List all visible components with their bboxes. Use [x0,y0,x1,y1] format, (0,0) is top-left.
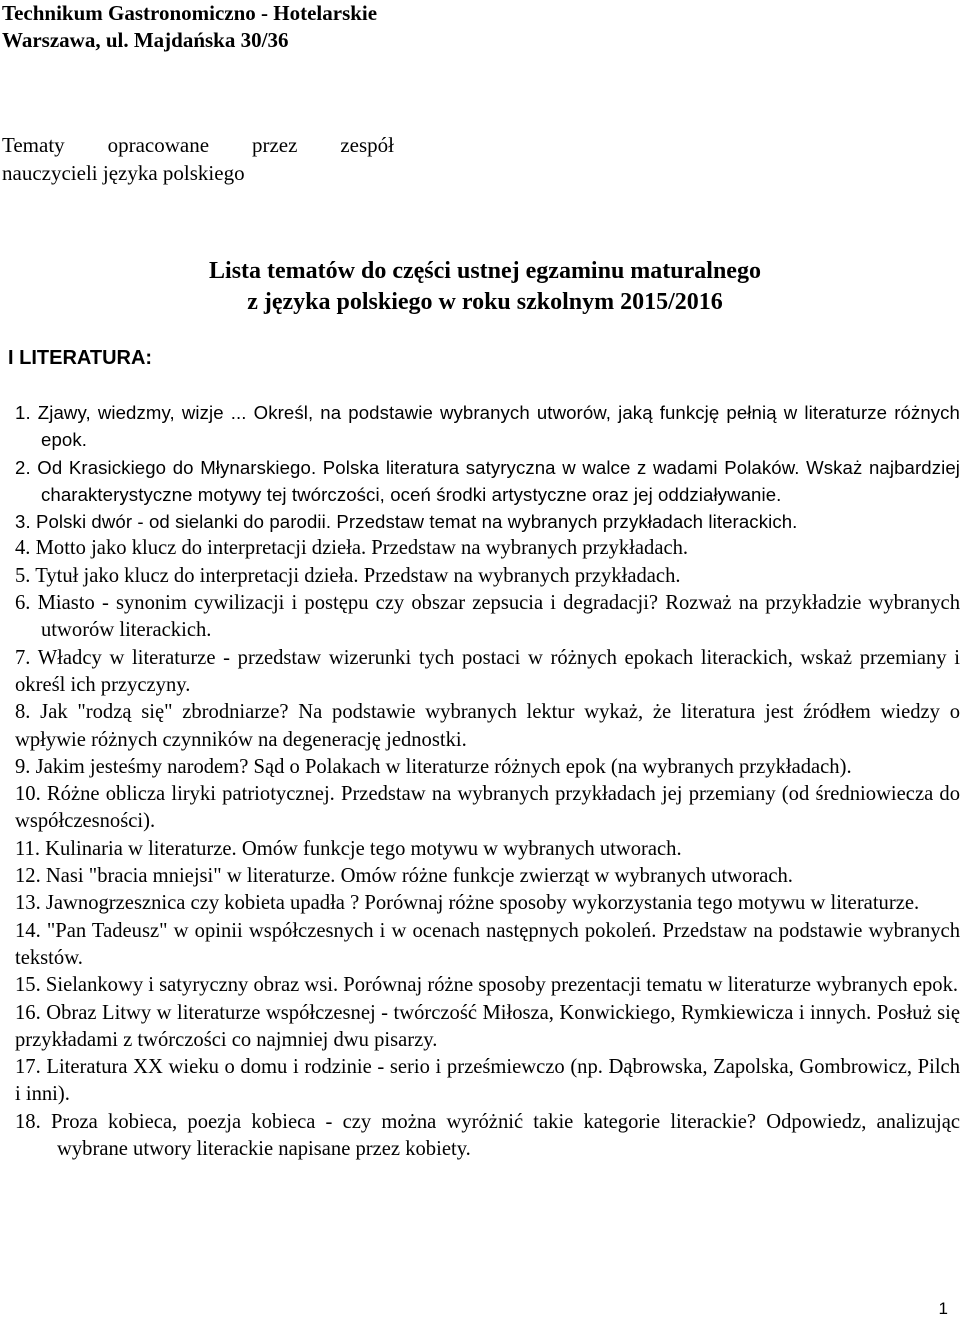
authors-line-1: Tematy opracowane przez zespół [2,133,394,157]
topic-item: 15. Sielankowy i satyryczny obraz wsi. Porównaj różne sposoby prezentacji tematu w literaturze wybranych epok. [15,974,959,997]
section-heading: I LITERATURA: [8,347,153,369]
topic-item: 14. "Pan Tadeusz" w opinii współczesnych i w ocenach następnych pokoleń. Przedstaw na podstawie wybranych tekstów. [15,919,960,969]
school-address: Warszawa, ul. Majdańska 30/36 [2,28,289,52]
document-title [140,256,830,318]
document-title-line-1: Lista tematów do części ustnej egzaminu maturalnego [209,258,761,284]
topic-item: 8. Jak "rodzą się" zbrodniarze? Na podstawie wybranych lektur wykaż, że literatura jest źródłem wiedzy o wpływie różnych czynników na degenerację jednostki. [15,701,960,751]
topic-item: 13. Jawnogrzesznica czy kobieta upadła ? Porównaj różne sposoby wykorzystania tego motywu w literaturze. [15,892,920,915]
topic-item: 1. Zjawy, wiedzmy, wizje ... Określ, na podstawie wybranych utworów, jaką funkcję pełnią w literaturze różnych epok. [15,402,960,451]
topic-item: 4. Motto jako klucz do interpretacji dzieła. Przedstaw na wybranych przykładach. [15,537,689,560]
topic-item: 11. Kulinaria w literaturze. Omów funkcje tego motywu w wybranych utworach. [15,837,682,860]
topic-item: 9. Jakim jesteśmy narodem? Sąd o Polakach w literaturze różnych epok (na wybranych przykładach). [15,755,852,778]
topic-item: 10. Różne oblicza liryki patriotycznej. Przedstaw na wybranych przykładach jej przemiany (od średniowiecza do współczesności). [15,783,960,833]
topic-item: 2. Od Krasickiego do Młynarskiego. Polska literatura satyryczna w walce z wadami Polaków. Wskaż najbardziej charakterystyczne motywy tej twórczości, oceń środki artystyczne oraz jej oddziaływanie. [15,456,960,505]
topic-item: 7. Władcy w literaturze - przedstaw wizerunki tych postaci w różnych epokach literackich, wskaż przemiany i określ ich przyczyny. [15,646,960,696]
authors-note [2,131,394,187]
topic-item: 16. Obraz Litwy w literaturze współczesnej - twórczość Miłosza, Konwickiego, Rymkiewicza i innych. Posłuż się przykładami z twórczości co najmniej dwu pisarzy. [15,1001,960,1051]
topic-item: 6. Miasto - synonim cywilizacji i postępu czy obszar zepsucia i degradacji? Rozważ na przykładzie wybranych utworów literackich. [15,592,960,642]
topic-item: 5. Tytuł jako klucz do interpretacji dzieła. Przedstaw na wybranych przykładach. [15,564,681,587]
school-header [2,0,377,54]
topic-item: 18. Proza kobieca, poezja kobieca - czy można wyróżnić takie kategorie literackie? Odpowiedz, analizując wybrane utwory literackie napisane przez kobiety. [15,1110,960,1161]
topic-item: 12. Nasi "bracia mniejsi" w literaturze. Omów różne funkcje zwierząt w wybranych utworach. [15,865,793,888]
topic-item: 17. Literatura XX wieku o domu i rodzinie - serio i prześmiewczo (np. Dąbrowska, Zapolska, Gombrowicz, Pilch i inni). [15,1056,960,1106]
document-title-line-2: z języka polskiego w roku szkolnym 2015/2016 [247,289,723,315]
page-number: 1 [938,1299,948,1318]
authors-line-2: nauczycieli języka polskiego [2,161,245,185]
school-name: Technikum Gastronomiczno - Hotelarskie [2,1,378,25]
topic-list [15,399,960,1163]
topic-item: 3. Polski dwór - od sielanki do parodii. Przedstaw temat na wybranych przykładach literackich. [15,511,798,533]
